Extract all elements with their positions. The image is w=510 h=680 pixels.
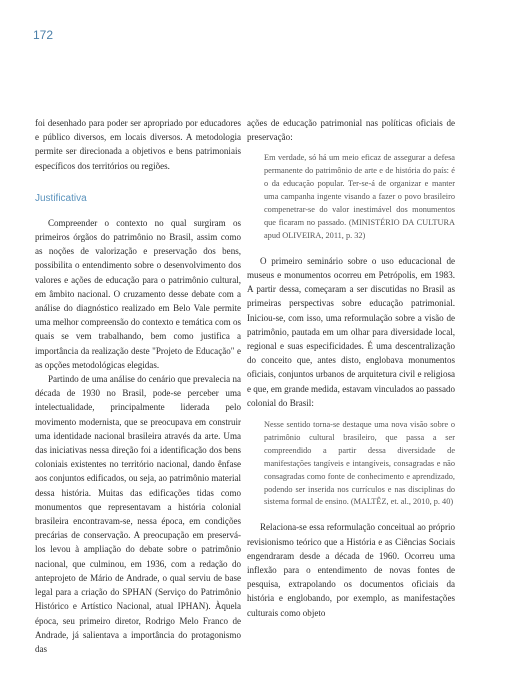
right-column bbox=[247, 116, 455, 620]
block-quote: Em verdade, só há um meio eficaz de assegurar a defesa permanente do patrimônio de arte e de história do país: é o da educação popular. Ter-se-á de organizar e manter uma campanha ingente visando a fazer o povo brasileiro compenetrar-se do valor inestimável dos monumentos que ficaram no passado. (MINISTÉRIO DA CULTURA apud OLIVEIRA, 2011, p. 32) bbox=[264, 153, 455, 240]
left-column bbox=[35, 116, 241, 656]
block-quote: Nesse sentido torna-se destaque uma nova visão sobre o patrimônio cultural brasileiro, que passa a ser compreendido a partir dessa diversidade de manifestações tangíveis e intangíveis, consagradas e não consagradas como fonte de conhecimento e aprendizado, podendo ser inserida nos currículos e nas disciplinas do sistema formal de ensino. (MALTÊZ, et. al., 2010, p. 40) bbox=[264, 419, 455, 507]
body-paragraph: ações de educação patrimonial nas políticas oficiais de preservação: bbox=[247, 118, 455, 143]
section-heading-justificativa: Justificativa bbox=[35, 192, 87, 204]
intro-paragraph: foi desenhado para poder ser apropriado por educadores e público diversos, em locais diversos. A metodologia permite ser direcionada a objetivos e bens patrimoniais específicos dos territórios ou regiões. bbox=[35, 118, 241, 171]
body-paragraph: O primeiro seminário sobre o uso educacional de museus e monumentos ocorreu em Petrópolis, em 1983. A partir dessa, começaram a ser discutidas no Brasil as primeiras perspectivas sobre educação patrimonial. Iniciou-se, com isso, uma reformulação sobre a visão de patrimônio, pautada em um olhar para diversidade local, regional e suas especificidades. É uma descentralização do conceito que, antes disto, englobava monumentos oficiais, conjuntos urbanos de arquitetura civil e religiosa e que, em grande medida, estavam vinculados ao passado colonial do Brasil: bbox=[247, 255, 456, 408]
body-paragraph: Compreender o contexto no qual surgiram os primeiros órgãos do patrimônio no Brasil, assim como as noções de valorização e preservação dos bens, possibilita o entendimento sobre o desenvolvimento dos valores e ações de educação para o patrimônio cultural, em âmbito nacional. O cruzamento desse debate com a análise do diagnóstico realizado em Belo Vale permite uma melhor compreensão do contexto e temática com os quais se vem trabalhando, bem como justifica a importância da realização deste "Projeto de Educação" e as opções metodológicas elegidas. bbox=[35, 217, 241, 370]
body-paragraph: Partindo de uma análise do cenário que prevalecia na década de 1930 no Brasil, pode-se perceber uma intelectualidade, principalmente liderada pelo movimento modernista, que se preocupava em construir uma identidade nacional brasileira através da arte. Uma das iniciativas nessa direção foi a identificação dos bens coloniais existentes no território nacional, dando ênfase aos conjuntos edificados, ou seja, ao patrimônio material dessa história. Muitas das edificações tidas como monumentos que representavam a história colonial brasileira encontravam-se, nessa época, em condições precárias de conservação. A preocupação em preservá-los levou à ampliação do debate sobre o patrimônio nacional, que culminou, em 1936, com a redação do anteprojeto de Mário de Andrade, o qual serviu de base legal para a criação do SPHAN (Serviço do Patrimônio Histórico e Artístico Nacional, atual IPHAN). Àquela época, seu primeiro diretor, Rodrigo Melo Franco de Andrade, já salientava a importância do protagonismo das bbox=[35, 374, 241, 654]
page-number: 172 bbox=[33, 28, 54, 42]
body-paragraph: Relaciona-se essa reformulação conceitual ao próprio revisionismo teórico que a História e as Ciências Sociais engendraram desde a década de 1960. Ocorreu uma inflexão para o entendimento de novas fontes de pesquisa, extrapolando os documentos oficiais da história e englobando, por exemplo, as manifestações culturais como objeto bbox=[247, 522, 455, 618]
